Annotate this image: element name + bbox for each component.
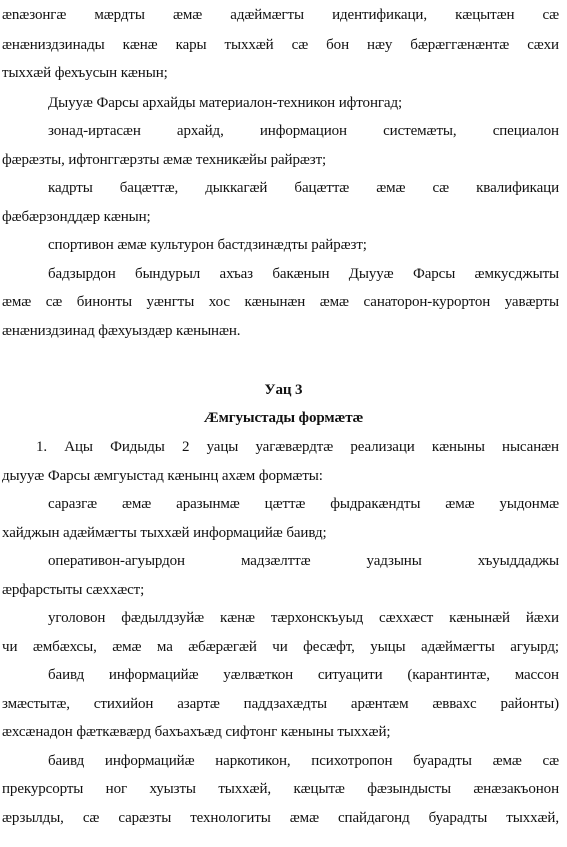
text-line: æнæниздзинад фæхуыздæр кæнынæн. [2, 323, 241, 339]
text-line: хайджын адæймæгты тыххæй информацийæ баивд; [2, 525, 327, 541]
text-line: æмæ сæ бинонты уæнгты хос кæнынæн æмæ санаторон-курортон уавæрты [2, 294, 559, 310]
text-line: фæбæрзонддæр кæнын; [2, 209, 151, 225]
text-line: баивд информацийæ наркотикон, психотропон буарадты æмæ сæ [48, 753, 559, 769]
text-line: æрфарстыты сæххæст; [2, 582, 145, 598]
text-line: спортивон æмæ культурон бастдзинæдты райрæзт; [48, 237, 367, 253]
text-line: чи æмбæхсы, æмæ ма æбæрæгæй чи фесæфт, уыцы адæймæгты агуырд; [2, 639, 559, 655]
text-line: змæстытæ, стихийон азартæ паддзахæдты арæнтæм æвваxс районты) [2, 696, 559, 712]
text-line: зонад-иртасæн архайд, информацион системæты, специалон [48, 123, 559, 139]
text-line: 1. Ацы Фидыды 2 уацы уагæвæрдтæ реализаци кæныны нысанæн [36, 439, 559, 455]
text-line: æнæниздзинады кæнæ кары тыххæй сæ бон нæу бæрæггæнæнтæ сæхи [2, 37, 559, 53]
text-line: бадзырдон бындурыл ахъаз бакæнын Дыууæ Фарсы æмкусджыты [48, 266, 559, 282]
text-line: прекурсорты ног хуызты тыххæй, кæцытæ фæзындысты æнæзакъонон [2, 781, 559, 797]
text-line: саразгæ æмæ аразынмæ цæттæ фыдракæндты æмæ уыдонмæ [48, 496, 559, 512]
text-line: оперативон-агуырдон мадзæлттæ уадзыны хъуыддаджы [48, 553, 559, 569]
article-number: Уац 3 [264, 382, 303, 398]
text-line: æхсæнадон фæткæвæрд бахъахъæд сифтонг кæныны тыххæй; [2, 724, 391, 740]
text-line: тыххæй фехъусын кæнын; [2, 65, 168, 81]
article-title: Æмгуыстады формæтæ [203, 410, 364, 426]
text-line: Дыууæ Фарсы архайды материалон-техникон ифтонгад; [48, 95, 403, 111]
text-line: уголовон фæдылдзуйæ кæнæ тæрхонскъуыд сæххæст кæнынæй йæхи [48, 610, 559, 626]
text-line: ænæзонгæ мæрдты æмæ адæймæгты идентификаци, кæцытæн сæ [2, 7, 559, 23]
text-line: баивд информацийæ уæлвæткон ситуацити (карантинтæ, массон [48, 667, 559, 683]
text-line: кадрты бацæттæ, дыккагæй бацæттæ æмæ сæ квалификаци [48, 180, 559, 196]
text-line: дыууæ Фарсы æмгуыстад кæнынц ахæм формæты: [2, 468, 323, 484]
text-line: фæрæзты, ифтонггæрзты æмæ техникæйы райрæзт; [2, 152, 327, 168]
text-line: æрзылды, сæ сарæзты технологиты æмæ спайдагонд буарадты тыххæй, [2, 810, 559, 826]
